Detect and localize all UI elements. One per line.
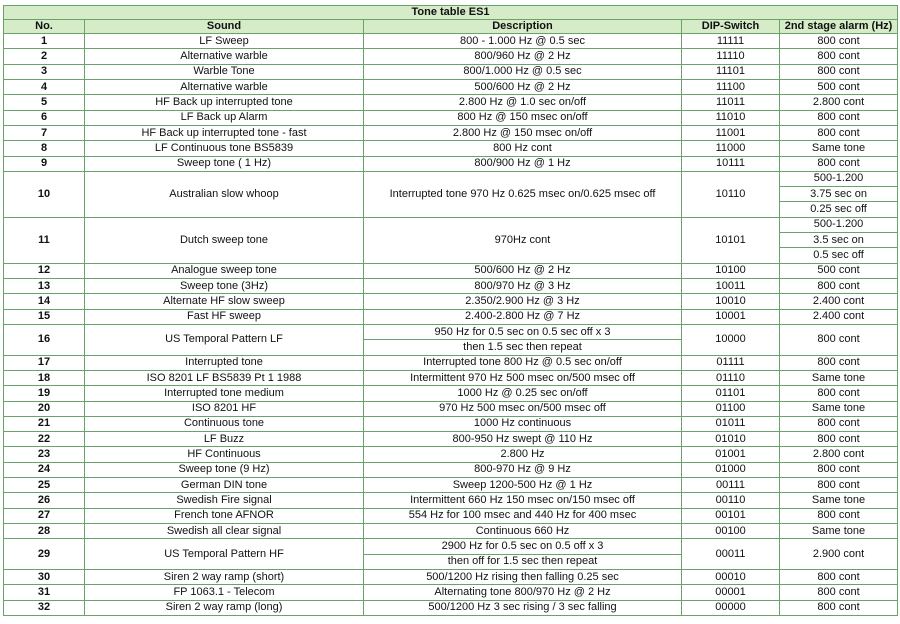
cell-2nd-stage-alarm: 800 cont: [780, 64, 898, 79]
cell-description: 2.800 Hz @ 1.0 sec on/off: [364, 95, 682, 110]
cell-description: Interrupted tone 970 Hz 0.625 msec on/0.625 msec off: [364, 171, 682, 217]
cell-description: 2.800 Hz @ 150 msec on/off: [364, 125, 682, 140]
cell-2nd-stage-alarm: 800 cont: [780, 110, 898, 125]
cell-sound: Interrupted tone: [85, 355, 364, 370]
cell-dip-switch: 00000: [682, 600, 780, 615]
cell-no: 29: [4, 539, 85, 570]
cell-description: 970 Hz 500 msec on/500 msec off: [364, 401, 682, 416]
cell-2nd-stage-alarm: Same tone: [780, 493, 898, 508]
table-row: [4, 386, 898, 401]
cell-description: 1000 Hz continuous: [364, 416, 682, 431]
cell-dip-switch: 10000: [682, 324, 780, 355]
cell-dip-switch: 00110: [682, 493, 780, 508]
cell-sound: US Temporal Pattern LF: [85, 324, 364, 355]
cell-dip-switch: 01101: [682, 386, 780, 401]
cell-sound: Alternative warble: [85, 49, 364, 64]
cell-no: 24: [4, 462, 85, 477]
cell-2nd-stage-alarm: 800 cont: [780, 416, 898, 431]
cell-description: 2.400-2.800 Hz @ 7 Hz: [364, 309, 682, 324]
cell-2nd-stage-alarm: Same tone: [780, 141, 898, 156]
cell-dip-switch: 00010: [682, 569, 780, 584]
table-row: [4, 49, 898, 64]
cell-2nd-stage-alarm: 800 cont: [780, 600, 898, 615]
cell-description: 500/1200 Hz 3 sec rising / 3 sec falling: [364, 600, 682, 615]
cell-description: 800/1.000 Hz @ 0.5 sec: [364, 64, 682, 79]
cell-2nd-stage-alarm: 0.5 sec off: [780, 248, 898, 263]
cell-description: 500/600 Hz @ 2 Hz: [364, 79, 682, 94]
cell-2nd-stage-alarm: 500-1.200: [780, 217, 898, 232]
cell-2nd-stage-alarm: 800 cont: [780, 34, 898, 49]
cell-description: 800-950 Hz swept @ 110 Hz: [364, 432, 682, 447]
cell-no: 26: [4, 493, 85, 508]
cell-description: Intermittent 970 Hz 500 msec on/500 msec off: [364, 370, 682, 385]
cell-no: 15: [4, 309, 85, 324]
header-sound: Sound: [85, 20, 364, 34]
cell-sound: HF Continuous: [85, 447, 364, 462]
cell-sound: Alternative warble: [85, 79, 364, 94]
cell-description: then 1.5 sec then repeat: [364, 340, 682, 355]
cell-sound: Alternate HF slow sweep: [85, 294, 364, 309]
table-row: [4, 416, 898, 431]
cell-2nd-stage-alarm: 800 cont: [780, 569, 898, 584]
cell-dip-switch: 11110: [682, 49, 780, 64]
cell-2nd-stage-alarm: Same tone: [780, 524, 898, 539]
cell-no: 19: [4, 386, 85, 401]
table-row: [4, 125, 898, 140]
header-no: No.: [4, 20, 85, 34]
cell-sound: Sweep tone (9 Hz): [85, 462, 364, 477]
cell-dip-switch: 00100: [682, 524, 780, 539]
cell-2nd-stage-alarm: 800 cont: [780, 478, 898, 493]
cell-dip-switch: 11010: [682, 110, 780, 125]
cell-2nd-stage-alarm: 2.900 cont: [780, 539, 898, 570]
table-row: [4, 263, 898, 278]
cell-no: 11: [4, 217, 85, 263]
table-row: [4, 309, 898, 324]
cell-dip-switch: 10001: [682, 309, 780, 324]
cell-sound: ISO 8201 HF: [85, 401, 364, 416]
table-row: [4, 294, 898, 309]
cell-no: 20: [4, 401, 85, 416]
cell-dip-switch: 00101: [682, 508, 780, 523]
table-row: [4, 432, 898, 447]
table-row: [4, 279, 898, 294]
cell-sound: ISO 8201 LF BS5839 Pt 1 1988: [85, 370, 364, 385]
cell-2nd-stage-alarm: 800 cont: [780, 324, 898, 355]
cell-2nd-stage-alarm: 0.25 sec off: [780, 202, 898, 217]
cell-dip-switch: 11000: [682, 141, 780, 156]
cell-description: 554 Hz for 100 msec and 440 Hz for 400 msec: [364, 508, 682, 523]
table-row: [4, 493, 898, 508]
table-row: [4, 447, 898, 462]
table-row: [4, 585, 898, 600]
cell-dip-switch: 10111: [682, 156, 780, 171]
table-row: [4, 370, 898, 385]
cell-description: 800 - 1.000 Hz @ 0.5 sec: [364, 34, 682, 49]
cell-no: 14: [4, 294, 85, 309]
cell-sound: US Temporal Pattern HF: [85, 539, 364, 570]
table-row: [4, 34, 898, 49]
cell-no: 31: [4, 585, 85, 600]
cell-description: 800/900 Hz @ 1 Hz: [364, 156, 682, 171]
cell-no: 30: [4, 569, 85, 584]
cell-dip-switch: 01011: [682, 416, 780, 431]
cell-dip-switch: 01111: [682, 355, 780, 370]
cell-no: 2: [4, 49, 85, 64]
cell-description: Intermittent 660 Hz 150 msec on/150 msec off: [364, 493, 682, 508]
tone-table: [3, 5, 898, 616]
cell-no: 16: [4, 324, 85, 355]
cell-2nd-stage-alarm: 800 cont: [780, 462, 898, 477]
cell-no: 8: [4, 141, 85, 156]
cell-no: 4: [4, 79, 85, 94]
cell-dip-switch: 00111: [682, 478, 780, 493]
table-row: [4, 141, 898, 156]
cell-sound: Australian slow whoop: [85, 171, 364, 217]
cell-2nd-stage-alarm: 3.75 sec on: [780, 187, 898, 202]
header-description: Description: [364, 20, 682, 34]
cell-description: 800/970 Hz @ 3 Hz: [364, 279, 682, 294]
cell-description: 950 Hz for 0.5 sec on 0.5 sec off x 3: [364, 324, 682, 339]
cell-sound: LF Sweep: [85, 34, 364, 49]
cell-sound: Sweep tone ( 1 Hz): [85, 156, 364, 171]
cell-sound: HF Back up interrupted tone: [85, 95, 364, 110]
cell-2nd-stage-alarm: 800 cont: [780, 355, 898, 370]
cell-sound: FP 1063.1 - Telecom: [85, 585, 364, 600]
cell-sound: Analogue sweep tone: [85, 263, 364, 278]
cell-dip-switch: 01010: [682, 432, 780, 447]
table-row: [4, 600, 898, 615]
cell-2nd-stage-alarm: 500 cont: [780, 79, 898, 94]
table-row: [4, 110, 898, 125]
cell-no: 5: [4, 95, 85, 110]
table-row: [4, 539, 898, 554]
cell-description: Alternating tone 800/970 Hz @ 2 Hz: [364, 585, 682, 600]
cell-description: 500/1200 Hz rising then falling 0.25 sec: [364, 569, 682, 584]
cell-sound: Sweep tone (3Hz): [85, 279, 364, 294]
table-row: [4, 95, 898, 110]
cell-2nd-stage-alarm: 800 cont: [780, 49, 898, 64]
cell-sound: Siren 2 way ramp (long): [85, 600, 364, 615]
cell-sound: LF Buzz: [85, 432, 364, 447]
cell-no: 1: [4, 34, 85, 49]
cell-no: 12: [4, 263, 85, 278]
cell-no: 7: [4, 125, 85, 140]
cell-dip-switch: 01100: [682, 401, 780, 416]
table-body: [4, 34, 898, 616]
cell-2nd-stage-alarm: Same tone: [780, 401, 898, 416]
cell-description: 2900 Hz for 0.5 sec on 0.5 off x 3: [364, 539, 682, 554]
cell-sound: Fast HF sweep: [85, 309, 364, 324]
cell-no: 21: [4, 416, 85, 431]
cell-description: Sweep 1200-500 Hz @ 1 Hz: [364, 478, 682, 493]
cell-description: 500/600 Hz @ 2 Hz: [364, 263, 682, 278]
cell-sound: Interrupted tone medium: [85, 386, 364, 401]
cell-2nd-stage-alarm: 3.5 sec on: [780, 233, 898, 248]
table-row: [4, 64, 898, 79]
cell-2nd-stage-alarm: 500-1.200: [780, 171, 898, 186]
cell-dip-switch: 10101: [682, 217, 780, 263]
cell-dip-switch: 01110: [682, 370, 780, 385]
cell-2nd-stage-alarm: 2.400 cont: [780, 294, 898, 309]
cell-no: 25: [4, 478, 85, 493]
cell-2nd-stage-alarm: 2.800 cont: [780, 447, 898, 462]
cell-dip-switch: 11100: [682, 79, 780, 94]
cell-no: 28: [4, 524, 85, 539]
cell-no: 22: [4, 432, 85, 447]
cell-sound: German DIN tone: [85, 478, 364, 493]
cell-dip-switch: 01000: [682, 462, 780, 477]
table-row: [4, 156, 898, 171]
table-row: [4, 508, 898, 523]
header-dip-switch: DIP-Switch: [682, 20, 780, 34]
table-row: [4, 401, 898, 416]
cell-dip-switch: 10110: [682, 171, 780, 217]
cell-sound: Swedish Fire signal: [85, 493, 364, 508]
cell-dip-switch: 10100: [682, 263, 780, 278]
cell-2nd-stage-alarm: 800 cont: [780, 156, 898, 171]
cell-sound: Swedish all clear signal: [85, 524, 364, 539]
table-row: [4, 171, 898, 186]
cell-no: 17: [4, 355, 85, 370]
cell-description: then off for 1.5 sec then repeat: [364, 554, 682, 569]
cell-2nd-stage-alarm: 800 cont: [780, 279, 898, 294]
cell-no: 23: [4, 447, 85, 462]
table-row: [4, 355, 898, 370]
table-row: [4, 217, 898, 232]
cell-2nd-stage-alarm: Same tone: [780, 370, 898, 385]
cell-sound: HF Back up interrupted tone - fast: [85, 125, 364, 140]
cell-2nd-stage-alarm: 800 cont: [780, 432, 898, 447]
cell-description: 2.800 Hz: [364, 447, 682, 462]
cell-2nd-stage-alarm: 800 cont: [780, 508, 898, 523]
table-title: Tone table ES1: [4, 6, 898, 20]
cell-dip-switch: 00001: [682, 585, 780, 600]
cell-sound: Siren 2 way ramp (short): [85, 569, 364, 584]
cell-no: 18: [4, 370, 85, 385]
cell-description: Continuous 660 Hz: [364, 524, 682, 539]
cell-description: 800 Hz cont: [364, 141, 682, 156]
cell-2nd-stage-alarm: 2.400 cont: [780, 309, 898, 324]
cell-description: Interrupted tone 800 Hz @ 0.5 sec on/off: [364, 355, 682, 370]
cell-no: 9: [4, 156, 85, 171]
cell-no: 6: [4, 110, 85, 125]
cell-dip-switch: 11111: [682, 34, 780, 49]
cell-no: 27: [4, 508, 85, 523]
cell-no: 3: [4, 64, 85, 79]
table-row: [4, 524, 898, 539]
cell-sound: Dutch sweep tone: [85, 217, 364, 263]
table-row: [4, 478, 898, 493]
cell-description: 2.350/2.900 Hz @ 3 Hz: [364, 294, 682, 309]
cell-sound: Continuous tone: [85, 416, 364, 431]
cell-description: 800-970 Hz @ 9 Hz: [364, 462, 682, 477]
cell-description: 1000 Hz @ 0.25 sec on/off: [364, 386, 682, 401]
cell-sound: LF Back up Alarm: [85, 110, 364, 125]
cell-dip-switch: 10011: [682, 279, 780, 294]
cell-dip-switch: 10010: [682, 294, 780, 309]
cell-2nd-stage-alarm: 800 cont: [780, 125, 898, 140]
cell-sound: Warble Tone: [85, 64, 364, 79]
cell-dip-switch: 00011: [682, 539, 780, 570]
cell-2nd-stage-alarm: 800 cont: [780, 585, 898, 600]
cell-dip-switch: 11101: [682, 64, 780, 79]
cell-dip-switch: 11001: [682, 125, 780, 140]
table-row: [4, 79, 898, 94]
cell-sound: French tone AFNOR: [85, 508, 364, 523]
cell-dip-switch: 01001: [682, 447, 780, 462]
cell-2nd-stage-alarm: 800 cont: [780, 386, 898, 401]
table-row: [4, 462, 898, 477]
cell-no: 10: [4, 171, 85, 217]
cell-description: 970Hz cont: [364, 217, 682, 263]
cell-sound: LF Continuous tone BS5839: [85, 141, 364, 156]
cell-2nd-stage-alarm: 500 cont: [780, 263, 898, 278]
cell-no: 13: [4, 279, 85, 294]
table-row: [4, 324, 898, 339]
cell-description: 800 Hz @ 150 msec on/off: [364, 110, 682, 125]
header-2nd-stage-alarm: 2nd stage alarm (Hz): [780, 20, 898, 34]
cell-2nd-stage-alarm: 2.800 cont: [780, 95, 898, 110]
table-row: [4, 569, 898, 584]
cell-dip-switch: 11011: [682, 95, 780, 110]
cell-description: 800/960 Hz @ 2 Hz: [364, 49, 682, 64]
cell-no: 32: [4, 600, 85, 615]
